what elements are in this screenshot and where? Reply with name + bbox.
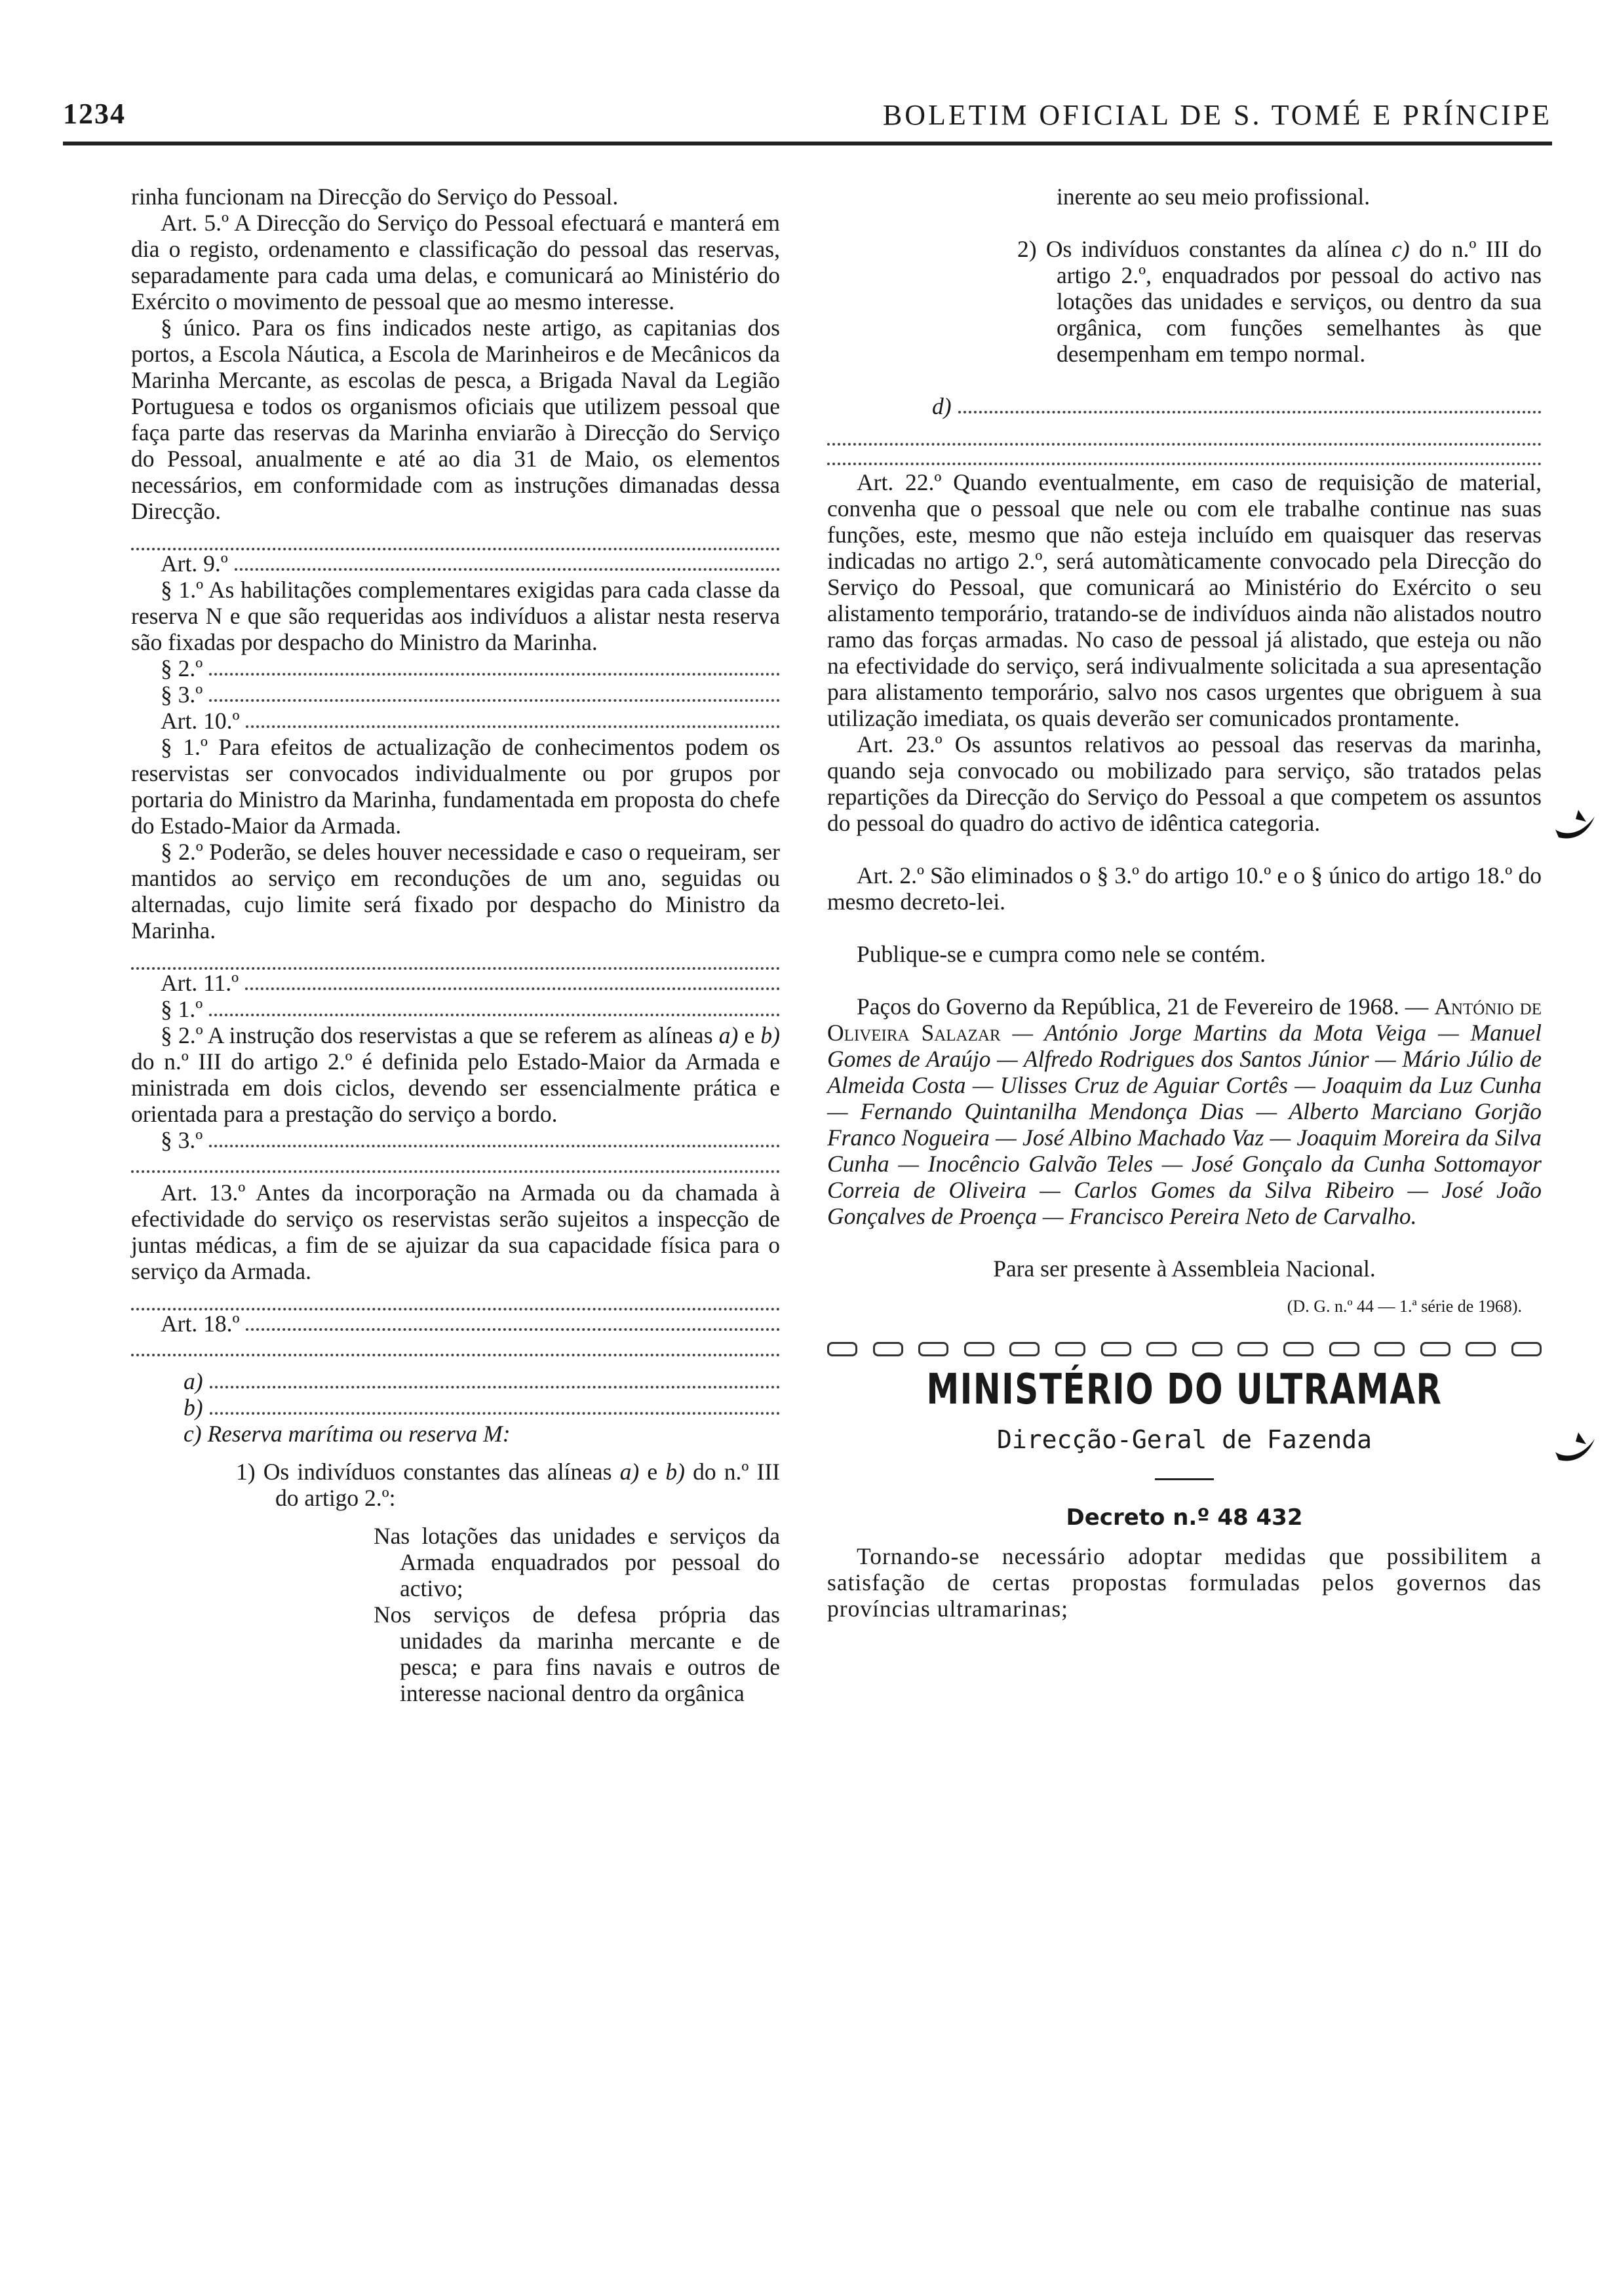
elision-dots [827,419,1542,446]
page-number: 1234 [63,98,126,130]
short-rule [1155,1478,1214,1480]
page-header [63,84,1552,136]
article-10-heading: Art. 10.º [131,708,780,734]
article-18-heading: Art. 18.º [131,1311,780,1337]
article-9-heading: Art. 9.º [131,550,780,577]
article-9-section-1: § 1.º As habilitações complementares exigidas para cada classe da reserva N e que são requeridas aos indivíduos a alistar nesta reserva são fixadas por despacho do Ministro da Marinha. [131,577,780,655]
article-18-item-b: b) [131,1394,780,1421]
decree-preamble: Tornando-se necessário adoptar medidas que possibilitem a satisfação de certas propostas formuladas pelos governos das províncias ultramarinas; [827,1543,1542,1622]
article-10-section-2: § 2.º Poderão, se deles houver necessidade e caso o requeiram, ser mantidos ao serviço em reconduções de um ano, seguidas ou alternadas, cujo limite será fixado por despacho do Ministro da Marinha. [131,839,780,944]
article-11-heading: Art. 11.º [131,970,780,996]
margin-mark-icon [1552,803,1598,843]
header-rule [63,142,1552,145]
item-1-sub-2-continued: inerente ao seu meio profissional. [1057,183,1371,210]
article-10-section-1: § 1.º Para efeitos de actualização de conhecimentos podem os reservistas ser convocados individualmente ou por grupos por portaria do Ministro da Marinha, fundamentada em proposta do chefe do Estado-Maior da Armada. [131,734,780,839]
elision-dots [131,1284,780,1311]
article-5-sole-paragraph: § único. Para os fins indicados neste artigo, as capitanias dos portos, a Escola Náutica, a Escola de Marinheiros e de Mecânicos da Marinha Mercante, as escolas de pesca, a Brigada Naval da Legião Portuguesa e todos os organismos oficiais que utilizem pessoal que faça parte das reservas da Marinha enviarão à Direcção do Serviço do Pessoal, anualmente e até ao dia 31 de Maio, os elementos necessários, em conformidade com as instruções dimanadas dessa Direcção. [131,315,780,524]
signatories: — António Jorge Martins da Mota Veiga — Manuel Gomes de Araújo — Alfredo Rodrigues dos Santos Júnior — Mário Júlio de Almeida Costa — Ulisses Cruz de Aguiar Cortês — Joaquim da Luz Cunha — Fernando Quintanilha Mendonça Dias — Alberto Marciano Gorjão Franco Nogueira — José Albino Machado Vaz — Joaquim Moreira da Silva Cunha — Inocêncio Galvão Teles — José Gonçalo da Cunha Sottomayor Correia de Oliveira — Carlos Gomes da Silva Ribeiro — José João Gonçalves de Proença — Francisco Pereira Neto de Carvalho. [827,1020,1542,1229]
article-18-item-a: a) [131,1368,780,1394]
ministry-heading: MINISTÉRIO DO ULTRAMAR [926,1366,1443,1414]
article-18-item-d: d) [827,393,1542,419]
article-5: Art. 5.º A Direcção do Serviço do Pessoal efectuará e manterá em dia o registo, ordenamento e classificação do pessoal das reservas, separadamente para cada uma delas, e comunicará ao Ministério do Exército o movimento de pessoal que ao mesmo interesse. [131,210,780,315]
publication-order: Publique-se e cumpra como nele se contém. [857,941,1266,967]
assembly-note: Para ser presente à Assembleia Nacional. [993,1255,1376,1282]
item-1: 1) Os indivíduos constantes das alíneas a) e b) do n.º III do artigo 2.º: [236,1459,781,1511]
signatory-prime-minister: António de Oliveira Salazar [827,993,1542,1046]
right-column [827,183,1542,1622]
article-18-item-c: c) Reserva marítima ou reserva M: [184,1421,511,1447]
elision-dots [131,524,780,550]
elision-dots [131,1153,780,1173]
signature-block: Paços do Governo da República, 21 de Fevereiro de 1968. — António de Oliveira Salazar — António Jorge Martins da Mota Veiga — Manuel Gomes de Araújo — Alfredo Rodrigues dos Santos Júnior — Mário Júlio de Almeida Costa — Ulisses Cruz de Aguiar Cortês — Joaquim da Luz Cunha — Fernando Quintanilha Mendonça Dias — Alberto Marciano Gorjão Franco Nogueira — José Albino Machado Vaz — Joaquim Moreira da Silva Cunha — Inocêncio Galvão Teles — José Gonçalo da Cunha Sottomayor Correia de Oliveira — Carlos Gomes da Silva Ribeiro — José João Gonçalves de Proença — Francisco Pereira Neto de Carvalho. [827,993,1542,1229]
elision-dots [131,1337,780,1356]
article-11-section-1: § 1.º [131,996,780,1022]
article-11-section-3: § 3.º [131,1127,780,1153]
elision-dots [131,944,780,970]
item-2: 2) Os indivíduos constantes da alínea c) do n.º III do artigo 2.º, enquadrados por pessoal do activo nas lotações das unidades e serviços, ou dentro da sua orgânica, com funções semelhantes às que desempenham em tempo normal. [1017,236,1542,367]
item-1-sub-1: Nas lotações das unidades e serviços da Armada enquadrados por pessoal do activo; [374,1523,780,1601]
article-9-section-2: § 2.º [131,655,780,681]
paragraph: rinha funcionam na Direcção do Serviço do Pessoal. [131,183,619,210]
margin-mark-icon [1552,1426,1598,1465]
article-22: Art. 22.º Quando eventualmente, em caso de requisição de material, convenha que o pessoal que nele ou com ele trabalhe continue nas suas funções, este, mesmo que não esteja incluído em quaisquer das reservas indicadas no artigo 2.º, será automàticamente convocado pela Direcção do Serviço do Pessoal, que comunicará ao Ministério do Exército o seu alistamento temporário, tratando-se de indivíduos ainda não alistados noutro ramo das forças armadas. No caso de pessoal já alistado, que esteja ou não na efectividade do serviço, será indivualmente solicitada a sua apresentação para alistamento temporário, salvo nos casos urgentes que obriguem à sua utilização imediata, os quais deverão ser comunicados prontamente. [827,469,1542,731]
decree-number: Decreto n.º 48 432 [1066,1504,1303,1531]
article-13: Art. 13.º Antes da incorporação na Armada ou da chamada à efectividade do serviço os reservistas serão sujeitos a inspecção de juntas médicas, a fim de se ajuizar da sua capacidade física para o serviço da Armada. [131,1179,780,1284]
article-11-section-2: § 2.º A instrução dos reservistas a que se referem as alíneas a) e b) do n.º III do artigo 2.º é definida pelo Estado-Maior da Armada e ministrada em dois ciclos, devendo ser essencialmente prática e orientada para a prestação do serviço a bordo. [131,1022,780,1127]
ornamental-rule [827,1339,1542,1359]
left-column [131,183,780,1706]
publication-title: BOLETIM OFICIAL DE S. TOMÉ E PRÍNCIPE [882,99,1552,131]
gazette-reference: (D. G. n.º 44 — 1.ª série de 1968). [1287,1297,1522,1316]
article-2-amendment: Art. 2.º São eliminados o § 3.º do artigo 10.º e o § único do artigo 18.º do mesmo decreto-lei. [827,862,1542,915]
item-1-sub-2: Nos serviços de defesa própria das unidades da marinha mercante e de pesca; e para fins navais e outros de interesse nacional dentro da orgânica [374,1601,780,1706]
article-9-section-3: § 3.º [131,681,780,708]
department-heading: Direcção-Geral de Fazenda [997,1425,1372,1454]
elision-dots [827,446,1542,465]
article-23: Art. 23.º Os assuntos relativos ao pessoal das reservas da marinha, quando seja convocado ou mobilizado para serviço, são tratados pelas repartições da Direcção do Serviço do Pessoal a que competem os assuntos do pessoal do quadro do activo de idêntica categoria. [827,731,1542,836]
